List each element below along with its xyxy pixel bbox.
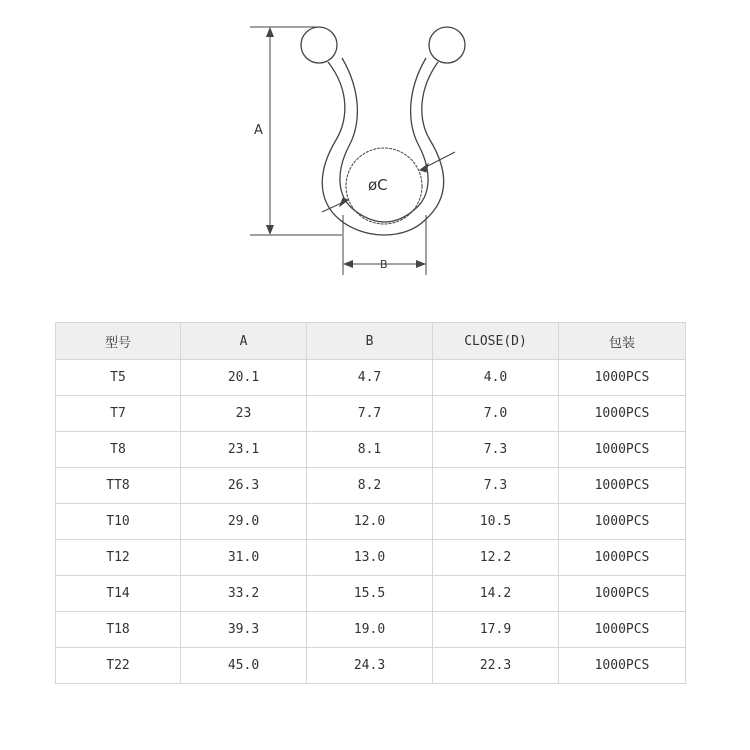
header-a: A (181, 323, 307, 360)
cell-a: 29.0 (181, 504, 307, 540)
cell-a: 39.3 (181, 612, 307, 648)
cell-package: 1000PCS (559, 648, 686, 684)
cell-package: 1000PCS (559, 540, 686, 576)
table-row (56, 540, 686, 576)
table-row (56, 648, 686, 684)
table-row (56, 360, 686, 396)
table-row (56, 432, 686, 468)
cell-model: T7 (56, 396, 181, 432)
cell-b: 7.7 (307, 396, 433, 432)
cell-a: 23 (181, 396, 307, 432)
cell-package: 1000PCS (559, 396, 686, 432)
cell-b: 8.1 (307, 432, 433, 468)
cell-a: 23.1 (181, 432, 307, 468)
cell-model: T22 (56, 648, 181, 684)
cell-close: 10.5 (433, 504, 559, 540)
cell-b: 15.5 (307, 576, 433, 612)
cell-model: T5 (56, 360, 181, 396)
table-header-row (56, 323, 686, 360)
cell-model: T12 (56, 540, 181, 576)
cell-package: 1000PCS (559, 468, 686, 504)
left-knob (301, 27, 337, 63)
cell-package: 1000PCS (559, 360, 686, 396)
cell-b: 8.2 (307, 468, 433, 504)
cell-a: 45.0 (181, 648, 307, 684)
cell-b: 24.3 (307, 648, 433, 684)
cell-a: 31.0 (181, 540, 307, 576)
cell-model: TT8 (56, 468, 181, 504)
diameter-marker (322, 148, 455, 224)
clip-outline (301, 27, 465, 235)
cell-model: T10 (56, 504, 181, 540)
cell-close: 7.3 (433, 468, 559, 504)
cell-close: 22.3 (433, 648, 559, 684)
cell-model: T14 (56, 576, 181, 612)
cell-close: 7.0 (433, 396, 559, 432)
header-package: 包装 (559, 323, 686, 360)
cell-close: 7.3 (433, 432, 559, 468)
right-knob (429, 27, 465, 63)
cell-model: T18 (56, 612, 181, 648)
cell-a: 26.3 (181, 468, 307, 504)
cell-close: 14.2 (433, 576, 559, 612)
cell-package: 1000PCS (559, 576, 686, 612)
header-close: CLOSE(D) (433, 323, 559, 360)
table-row (56, 504, 686, 540)
cell-close: 12.2 (433, 540, 559, 576)
cell-b: 12.0 (307, 504, 433, 540)
dimension-c-label: øC (368, 176, 388, 194)
cell-b: 4.7 (307, 360, 433, 396)
cell-package: 1000PCS (559, 504, 686, 540)
dimension-a-line (250, 27, 342, 235)
cell-a: 20.1 (181, 360, 307, 396)
cell-b: 19.0 (307, 612, 433, 648)
cell-package: 1000PCS (559, 432, 686, 468)
spec-table (55, 322, 686, 684)
table-row (56, 396, 686, 432)
header-b: B (307, 323, 433, 360)
cell-close: 4.0 (433, 360, 559, 396)
cell-b: 13.0 (307, 540, 433, 576)
cell-close: 17.9 (433, 612, 559, 648)
dimension-a-label: A (254, 123, 263, 138)
cell-a: 33.2 (181, 576, 307, 612)
table-row (56, 468, 686, 504)
cell-package: 1000PCS (559, 612, 686, 648)
clip-inner-contour (340, 58, 428, 222)
header-model: 型号 (56, 323, 181, 360)
table-row (56, 612, 686, 648)
table-row (56, 576, 686, 612)
dimension-b-label: B (380, 258, 388, 271)
clip-dimension-diagram (0, 0, 750, 300)
cell-model: T8 (56, 432, 181, 468)
